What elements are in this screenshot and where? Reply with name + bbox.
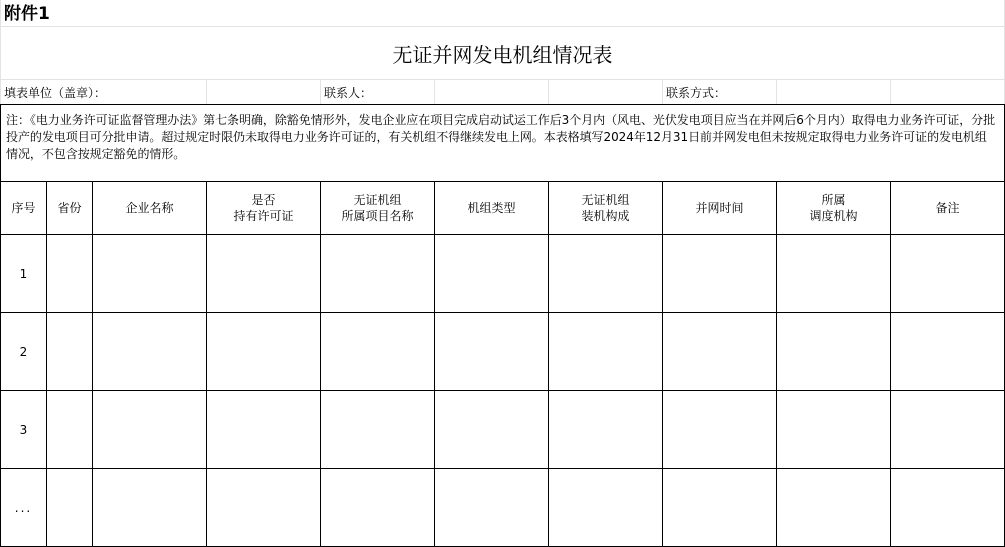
contact-person-label: 联系人：: [324, 85, 373, 100]
table-border: [320, 181, 321, 547]
table-border: [434, 181, 435, 547]
row-number: 2: [19, 344, 28, 359]
contact-method-label: 联系方式：: [666, 85, 727, 100]
row-number: 3: [19, 422, 28, 437]
header-project-name: 无证机组 所属项目名称: [341, 193, 414, 223]
note-border-top: [0, 104, 1005, 105]
header-remarks: 备注: [935, 201, 960, 215]
row-number-ellipsis: ...: [14, 500, 33, 515]
gridline: [434, 79, 435, 105]
header-company-name: 企业名称: [125, 201, 174, 215]
attachment-label: 附件1: [4, 4, 50, 24]
header-province: 省份: [57, 201, 82, 215]
table-border: [776, 181, 777, 547]
note-text: 注：《电力业务许可证监督管理办法》第七条明确，除豁免情形外，发电企业应在项目完成启动试运工作后3个月内（风电、光伏发电项目应当在并网后6个月内）取得电力业务许可证，分批投产的发电项目可分批申请。超过规定时限仍未取得电力业务许可证的，有关机组不得继续发电上网。本表格填写2024年12月31日前并网发电但未按规定取得电力业务许可证的发电机组情况，不包含按规定豁免的情形。: [6, 113, 996, 161]
gridline: [662, 79, 663, 105]
table-border: [662, 181, 663, 547]
filling-unit-label: 填表单位（盖章）：: [4, 85, 107, 100]
row-number: 1: [19, 266, 28, 281]
table-border: [0, 234, 1005, 235]
table-border: [890, 181, 891, 547]
table-border: [0, 390, 1005, 391]
header-has-license: 是否 持有许可证: [233, 193, 294, 223]
gridline: [320, 79, 321, 105]
header-unit-type: 机组类型: [467, 201, 516, 215]
header-capacity-composition: 无证机组 装机构成: [581, 193, 630, 223]
table-border: [206, 181, 207, 547]
gridline: [206, 79, 207, 105]
table-border: [92, 181, 93, 547]
header-grid-connection-time: 并网时间: [695, 201, 744, 215]
gridline: [890, 79, 891, 105]
table-border: [0, 468, 1005, 469]
gridline: [0, 79, 1005, 80]
page-title: 无证并网发电机组情况表: [392, 42, 613, 67]
table-border: [46, 181, 47, 547]
note-border-left: [0, 104, 1, 182]
table-border: [548, 181, 549, 547]
header-dispatch-agency: 所属 调度机构: [809, 193, 858, 223]
table-border: [0, 312, 1005, 313]
gridline: [548, 79, 549, 105]
header-seq-no: 序号: [11, 201, 36, 215]
gridline: [776, 79, 777, 105]
